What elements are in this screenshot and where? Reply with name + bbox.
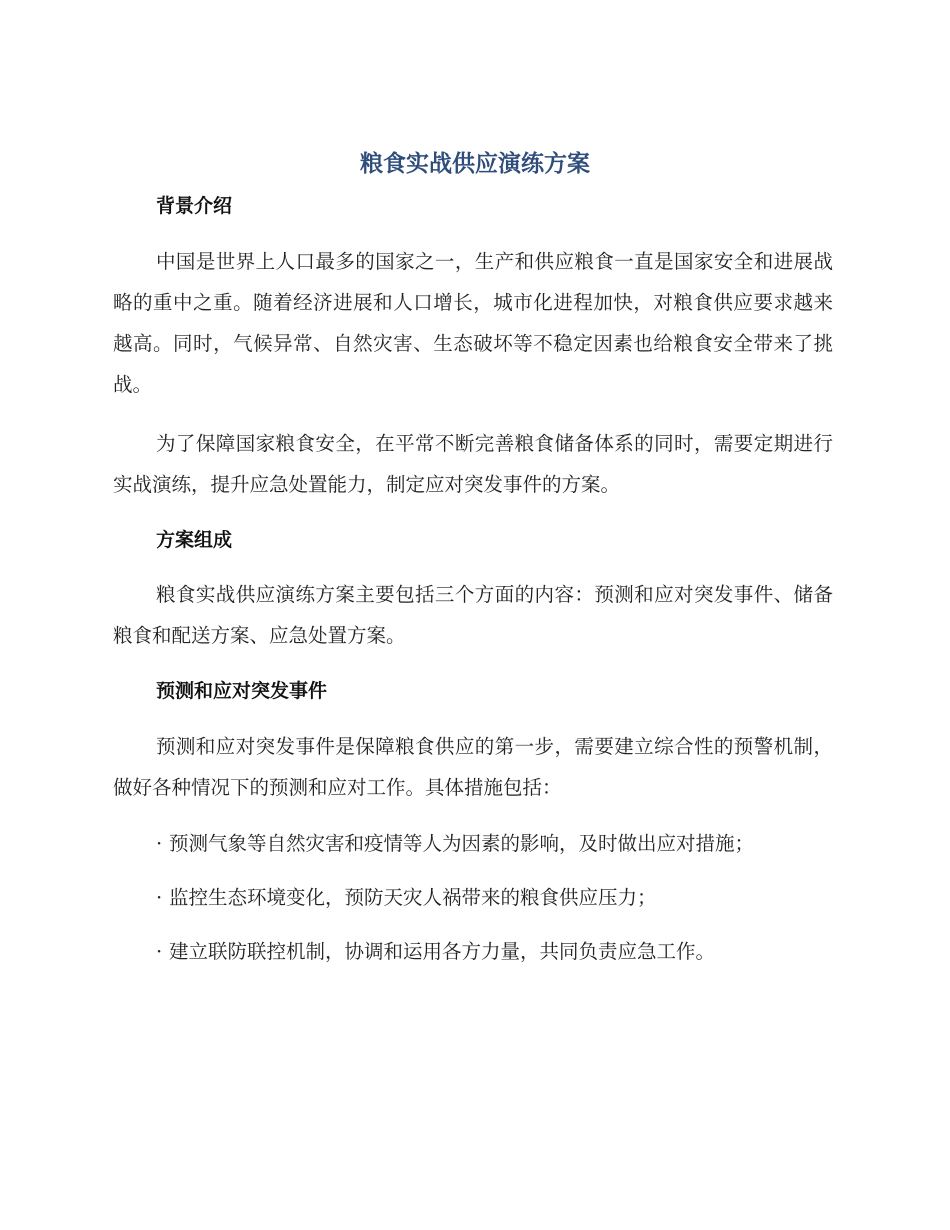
paragraph-background-2: 为了保障国家粮食安全，在平常不断完善粮食储备体系的同时，需要定期进行实战演练，提升应急处置能力，制定应对突发事件的方案。: [113, 432, 833, 496]
bullet-marker: ·: [156, 940, 163, 963]
document-title: 粮食实战供应演练方案: [360, 151, 590, 177]
section-heading-background: 背景介绍: [156, 195, 233, 217]
bullet-marker: ·: [156, 832, 163, 855]
bullet-item-2: [156, 884, 846, 912]
bullet-item-1: [156, 830, 846, 858]
paragraph-prediction: 预测和应对突发事件是保障粮食供应的第一步，需要建立综合性的预警机制，做好各种情况下的预测和应对工作。具体措施包括：: [113, 735, 833, 799]
section-heading-composition: 方案组成: [156, 529, 233, 551]
bullet-marker: ·: [156, 886, 163, 909]
bullet-text: 监控生态环境变化，预防天灾人祸带来的粮食供应压力；: [169, 886, 657, 909]
bullet-text: 建立联防联控机制，协调和运用各方力量，共同负责应急工作。: [169, 940, 716, 963]
paragraph-composition: 粮食实战供应演练方案主要包括三个方面的内容：预测和应对突发事件、储备粮食和配送方案、应急处置方案。: [113, 583, 833, 647]
paragraph-background-1: 中国是世界上人口最多的国家之一，生产和供应粮食一直是国家安全和进展战略的重中之重。随着经济进展和人口增长，城市化进程加快，对粮食供应要求越来越高。同时，气候异常、自然灾害、生态破坏等不稳定因素也给粮食安全带来了挑战。: [113, 250, 833, 396]
bullet-text: 预测气象等自然灾害和疫情等人为因素的影响，及时做出应对措施；: [169, 832, 755, 855]
section-heading-prediction: 预测和应对突发事件: [156, 680, 328, 702]
bullet-item-3: [156, 938, 846, 966]
